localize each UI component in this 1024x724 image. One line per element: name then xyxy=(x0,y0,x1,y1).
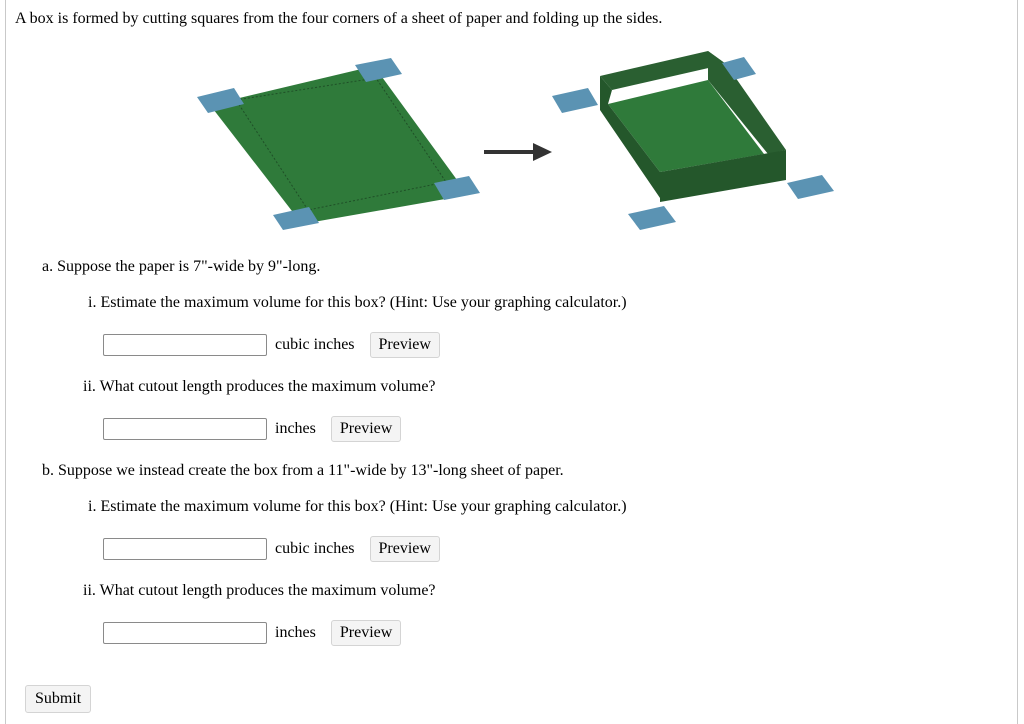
sheet-body xyxy=(210,66,468,224)
part-b-q1-answer-row xyxy=(103,536,440,562)
arrow-icon xyxy=(484,143,552,161)
part-b-q2-prompt: ii. What cutout length produces the maximum volume? xyxy=(83,582,436,599)
part-b-q1-prompt: i. Estimate the maximum volume for this box? (Hint: Use your graphing calculator.) xyxy=(88,498,627,515)
part-a-q1-prompt: i. Estimate the maximum volume for this box? (Hint: Use your graphing calculator.) xyxy=(88,294,627,311)
part-a-q2-prompt: ii. What cutout length produces the maximum volume? xyxy=(83,378,436,395)
corner-cutout-box-left xyxy=(552,88,598,113)
part-b-volume-input[interactable] xyxy=(103,538,267,560)
flat-sheet xyxy=(197,58,480,230)
corner-cutout-box-right xyxy=(787,175,834,199)
submit-button[interactable]: Submit xyxy=(25,685,91,713)
part-a-cutout-preview-button[interactable]: Preview xyxy=(331,416,401,442)
part-a-volume-input[interactable] xyxy=(103,334,267,356)
part-b-q2-answer-row xyxy=(103,620,401,646)
box-folding-diagram xyxy=(0,0,1024,240)
part-a-cutout-input[interactable] xyxy=(103,418,267,440)
part-a-prompt: a. Suppose the paper is 7"-wide by 9"-long. xyxy=(42,258,321,275)
part-b-volume-preview-button[interactable]: Preview xyxy=(370,536,440,562)
problem-intro: A box is formed by cutting squares from the four corners of a sheet of paper and folding up the sides. xyxy=(15,10,663,27)
part-a-q2-answer-row xyxy=(103,416,401,442)
part-b-volume-unit: cubic inches xyxy=(275,540,355,557)
part-a-q1-answer-row xyxy=(103,332,440,358)
part-b-prompt: b. Suppose we instead create the box from a 11"-wide by 13"-long sheet of paper. xyxy=(42,462,564,479)
part-b-cutout-unit: inches xyxy=(275,624,316,641)
part-b-cutout-preview-button[interactable]: Preview xyxy=(331,620,401,646)
folded-box xyxy=(552,51,834,230)
part-b-cutout-input[interactable] xyxy=(103,622,267,644)
part-a-cutout-unit: inches xyxy=(275,420,316,437)
corner-cutout-box-bottom xyxy=(628,206,676,230)
part-a-volume-unit: cubic inches xyxy=(275,336,355,353)
part-a-volume-preview-button[interactable]: Preview xyxy=(370,332,440,358)
